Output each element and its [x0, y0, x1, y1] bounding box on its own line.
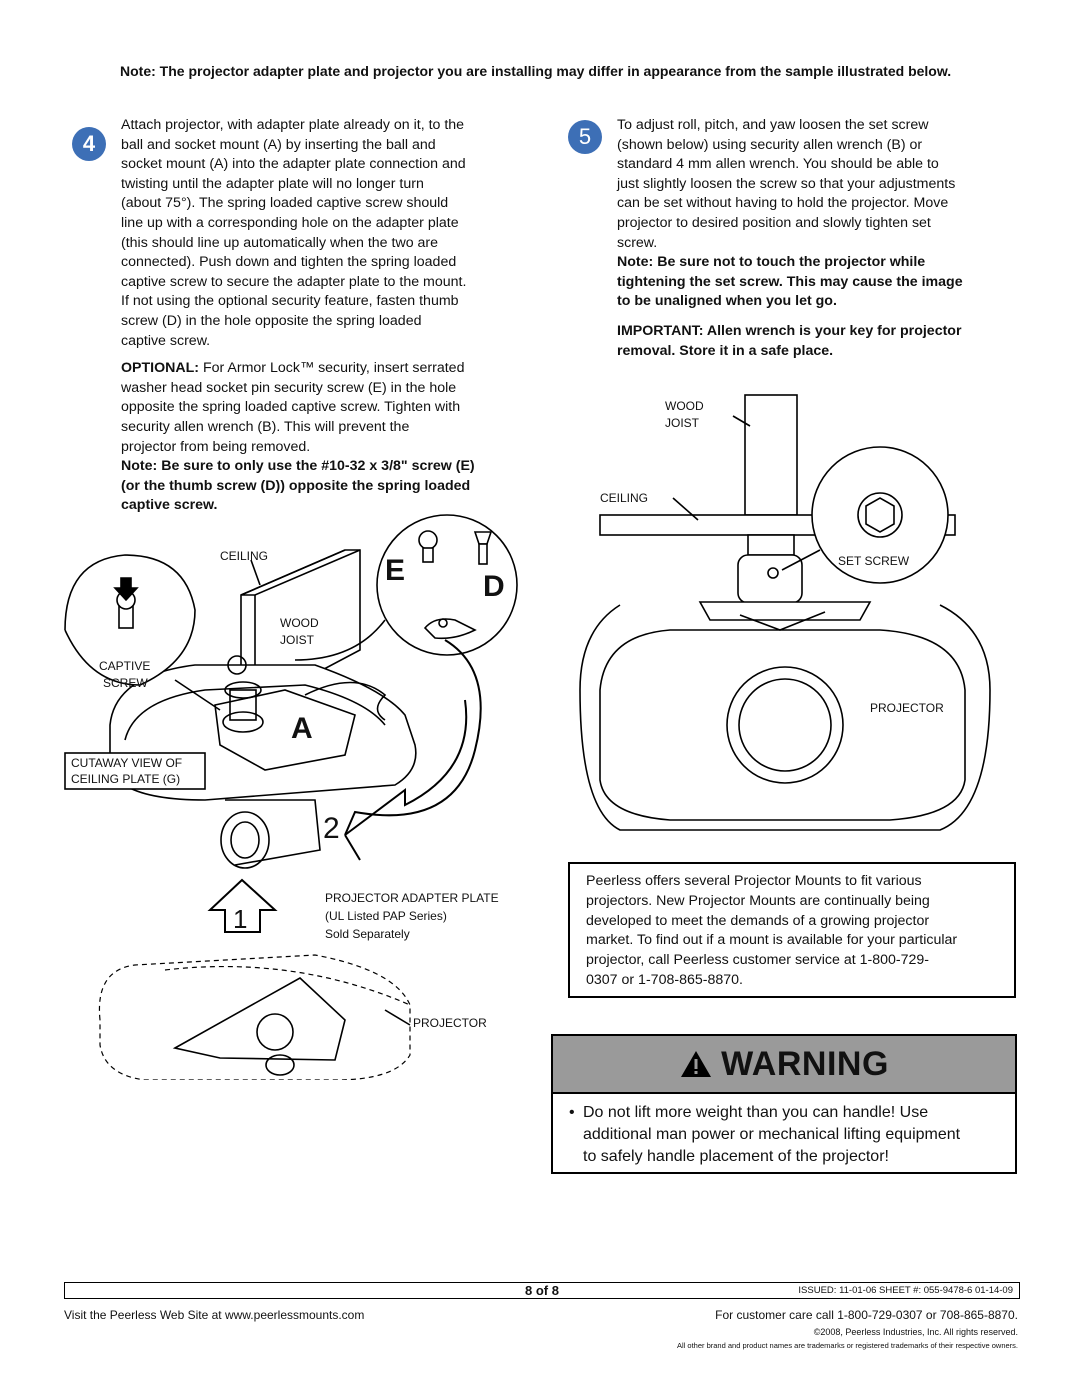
important-line: IMPORTANT: Allen wrench is your key for projector: [617, 322, 962, 339]
fig-left-captive: CAPTIVE: [99, 659, 151, 673]
step-4-line: captive screw to secure the adapter plate to the mount.: [121, 273, 467, 290]
footer-copyright: ©2008, Peerless Industries, Inc. All rights reserved.: [813, 1327, 1018, 1337]
fig-left-pap-3: Sold Separately: [325, 927, 410, 941]
step-4-badge: 4: [72, 127, 106, 161]
step-5-line: can be set without having to hold the projector. Move: [617, 195, 949, 212]
label-d: D: [483, 570, 505, 603]
optional-text: For Armor Lock™ security, insert serrated: [199, 360, 465, 377]
footer-bar: [64, 1282, 1020, 1299]
top-note: Note: The projector adapter plate and projector you are installing may differ in appearance from the sample illustrated below.: [120, 63, 952, 79]
step-4-line: If not using the optional security feature, fasten thumb: [121, 293, 459, 310]
step-4-note-line: Note: Be sure to only use the #10-32 x 3/8" screw (E): [121, 458, 475, 475]
step-4-line: connected). Push down and tighten the spring loaded: [121, 254, 457, 271]
fig-left-wood: WOOD: [280, 616, 319, 630]
step-5-line: standard 4 mm allen wrench. You should be able to: [617, 156, 939, 173]
fig-left-projector: PROJECTOR: [413, 1016, 487, 1030]
fig-right-joist: JOIST: [665, 416, 700, 430]
step-4-line: screw (D) in the hole opposite the spring loaded: [121, 312, 422, 329]
label-1: 1: [233, 904, 248, 934]
step-4-line: Attach projector, with adapter plate already on it, to the: [121, 117, 465, 133]
step-4-note-line: captive screw.: [121, 497, 218, 514]
fig-left-cutaway-1: CUTAWAY VIEW OF: [71, 756, 183, 770]
step-4-line: twisting until the adapter plate will no longer turn: [121, 175, 424, 192]
info-box: [568, 862, 1016, 998]
step-4-line: (this should line up automatically when the two are: [121, 234, 439, 251]
fig-left-cutaway-2: CEILING PLATE (G): [71, 772, 181, 786]
step-5-note-line: Note: Be sure not to touch the projector while: [617, 254, 926, 271]
step-5-note-line: to be unaligned when you let go.: [617, 293, 837, 310]
info-line: 0307 or 1-708-865-8870.: [586, 971, 743, 988]
fig-left-joist: JOIST: [280, 633, 315, 647]
info-line: projector, call Peerless customer service at 1-800-729-: [586, 952, 930, 969]
optional-line: [121, 359, 541, 379]
warning-bullet: •: [569, 1104, 575, 1121]
step-5-line: screw.: [617, 234, 658, 251]
step-4-line: socket mount (A) into the adapter plate connection and: [121, 156, 466, 173]
step-5-line: projector to desired position and slowly tighten set: [617, 214, 931, 231]
issued-info: ISSUED: 11-01-06 SHEET #: 055-9478-6 01-14-09: [798, 1285, 1013, 1296]
important-line: removal. Store it in a safe place.: [617, 342, 834, 359]
warning-title: WARNING: [721, 1044, 889, 1083]
fig-left-pap-2: (UL Listed PAP Series): [325, 909, 447, 923]
label-e: E: [385, 554, 406, 587]
step-5-text: [617, 116, 1027, 361]
step-4-line: line up with a corresponding hole on the adapter plate: [121, 214, 459, 231]
warning-triangle-icon: [679, 1049, 713, 1079]
warning-box: [551, 1034, 1017, 1174]
warning-header: [553, 1036, 1015, 1094]
footer-visit: Visit the Peerless Web Site at www.peerlessmounts.com: [64, 1308, 365, 1322]
step-4-line: captive screw.: [121, 332, 211, 349]
step-5-illustration: [560, 390, 1030, 850]
warning-line: Do not lift more weight than you can handle! Use: [583, 1104, 929, 1121]
footer-trademarks: All other brand and product names are trademarks or registered trademarks of their respective owners.: [677, 1341, 1018, 1350]
warning-line: to safely handle placement of the projector!: [583, 1148, 889, 1165]
footer-care: For customer care call 1-800-729-0307 or 708-865-8870.: [715, 1308, 1018, 1322]
optional-label: OPTIONAL:: [121, 360, 200, 377]
step-4-illustration: [55, 500, 545, 1080]
optional-line: projector from being removed.: [121, 438, 311, 455]
fig-right-projector: PROJECTOR: [870, 701, 944, 715]
fig-right-wood: WOOD: [665, 399, 704, 413]
info-line: Peerless offers several Projector Mounts to fit various: [586, 873, 922, 889]
step-4-line: ball and socket mount (A) by inserting the ball and: [121, 136, 436, 153]
info-line: developed to meet the demands of a growing projector: [586, 912, 930, 929]
step-4-text: [121, 116, 541, 516]
page-number: 8 of 8: [525, 1283, 559, 1298]
optional-line: security allen wrench (B). This will prevent the: [121, 418, 410, 435]
label-a: A: [291, 712, 313, 745]
info-line: projectors. New Projector Mounts are continually being: [586, 892, 930, 909]
optional-line: washer head socket pin security screw (E) in the hole: [121, 379, 457, 396]
step-4-line: (about 75°). The spring loaded captive screw should: [121, 195, 449, 212]
info-line: market. To find out if a mount is available for your particular: [586, 932, 958, 949]
fig-right-set-screw: SET SCREW: [838, 554, 910, 568]
step-5-note-line: tightening the set screw. This may cause the image: [617, 273, 963, 290]
step-5-line: To adjust roll, pitch, and yaw loosen the set screw: [617, 117, 929, 133]
fig-right-ceiling: CEILING: [600, 491, 649, 505]
warning-line: additional man power or mechanical lifting equipment: [583, 1126, 961, 1143]
step-5-line: just slightly loosen the screw so that your adjustments: [617, 175, 956, 192]
step-4-note-line: (or the thumb screw (D)) opposite the spring loaded: [121, 477, 471, 494]
label-2: 2: [323, 812, 340, 845]
step-5-line: (shown below) using security allen wrench (B) or: [617, 136, 923, 153]
fig-left-screw: SCREW: [103, 676, 148, 690]
step-5-badge: 5: [568, 120, 602, 154]
fig-left-pap-1: PROJECTOR ADAPTER PLATE: [325, 891, 499, 905]
fig-left-ceiling: CEILING: [220, 549, 269, 563]
optional-line: opposite the spring loaded captive screw. Tighten with: [121, 399, 461, 416]
